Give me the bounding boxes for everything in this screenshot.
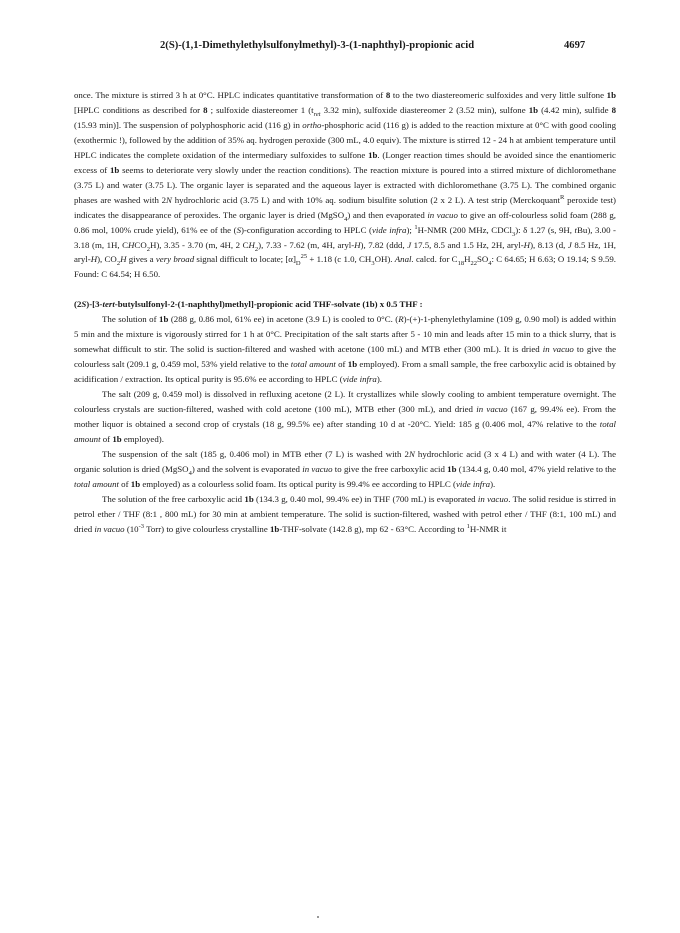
text-run: )-(+)-1-phenylethylamine (109 g, 0.90 mol) is added within 5 min and the mixture is vigorously stirred for 1 h at 0°C. Precipitation of the salt starts after 5 - 10 min and leads after 15 min to a thick slurry, that is somewhat difficult to stir. The solid is suction-filtered and washed with acetone (100 mL) and MTB ether (300 mL). It is dried xyxy=(74,314,616,355)
text-run: employed). From a small sample, the free carboxylic acid is obtained by acidification / extraction. Its optical purity is 95.6% ee according to HPLC ( xyxy=(74,359,616,385)
text-run: 3.32 min), sulfoxide diastereomer 2 (3.52 min), sulfone xyxy=(320,104,529,115)
text-run: D xyxy=(295,260,301,268)
text-run: S xyxy=(81,299,87,310)
text-run: 2 xyxy=(146,245,150,253)
text-run: to give an off-colourless solid foam (288 g, 0.86 mol, 100% crude yield), 61% ee of the ( xyxy=(74,209,616,235)
text-run: SO xyxy=(476,254,489,265)
text-run: 1b xyxy=(269,523,280,534)
text-run: signal difficult to locate; [α] xyxy=(194,254,296,265)
text-run: vide infra xyxy=(371,224,407,235)
text-run: seems to deteriorate very slowly under the reaction conditions). The reaction mixture is poured into a stirred mixture of dichloromethane (3.75 L) and water (3.75 L). The organic layer is separated and the aqueous layer is extracted with dichloromethane (3.75 L). The combined organic phases are washed with 2 xyxy=(74,164,616,205)
text-run: in vacuo xyxy=(427,209,458,220)
text-run: vide infra xyxy=(455,478,491,489)
text-run: (167 g, 99.4% ee). From the mother liquor is obtained a second crop of crystals (18 g, 99.5% ee) after standing 10 d at -20°C. Yield: 185 g (0.406 mol, 47% relative to the xyxy=(74,404,616,430)
paragraph-free-acid xyxy=(74,447,616,492)
text-run: 3 xyxy=(371,260,375,268)
paragraph-thf-solvate xyxy=(74,492,616,537)
text-run: once. The mixture is stirred 3 h at 0°C. HPLC indicates quantitative transformation of xyxy=(74,90,386,100)
text-run: in vacuo xyxy=(94,523,125,534)
text-run: (15.93 min)]. The suspension of polyphosphoric acid (116 g) in xyxy=(74,119,303,130)
text-run: ; sulfoxide diastereomer 1 (t xyxy=(207,104,314,115)
text-run: ): δ 1.27 (s, 9H, xyxy=(515,224,575,235)
text-run: -3 xyxy=(138,522,145,530)
text-run: H xyxy=(464,254,471,265)
text-run: 1b xyxy=(606,90,616,100)
text-run: H xyxy=(128,239,135,250)
text-run: to give the colourless salt (209.1 g, 0.459 mol, 53% yield relative to the xyxy=(74,344,616,370)
text-run: 1b xyxy=(244,493,254,504)
text-run: 8 xyxy=(611,104,616,115)
text-run: ) and the solvent is evaporated xyxy=(191,463,303,474)
text-run: (4.42 min), sulfide xyxy=(538,104,612,115)
text-run: in vacuo xyxy=(542,344,574,355)
text-run: 1b xyxy=(109,164,120,175)
text-run: ortho xyxy=(302,119,322,130)
text-run: 1 xyxy=(466,522,470,530)
text-run: 22 xyxy=(470,260,477,268)
paragraph-workup xyxy=(74,88,616,282)
text-run: CO xyxy=(134,239,147,250)
text-run: -butylsulfonyl-2-(1-naphthyl)methyl]-propionic acid THF-solvate (1b) x 0.5 THF : xyxy=(114,299,423,310)
scan-speck xyxy=(317,916,319,918)
text-run: -phosphoric acid (116 g) is added to the reaction mixture at 0°C with good cooling (exothermic !), followed by the addition of 35% aq. hydrogen peroxide (300 mL, 4.0 equiv). The mixture is stirred 12 - 24 h at ambient temperature until HPLC indicates the complete oxidation of the intermediary sulfoxides to sulfone xyxy=(74,119,616,160)
text-run: + 1.18 (c 1.0, CH xyxy=(307,254,372,265)
text-run: ) and then evaporated xyxy=(347,209,428,220)
text-run: total amount xyxy=(74,419,616,444)
text-run: S xyxy=(236,224,241,235)
text-run: vide infra xyxy=(342,374,377,385)
page-header xyxy=(0,40,680,56)
text-run: H xyxy=(523,239,531,250)
text-run: 1b xyxy=(528,104,539,115)
text-run: H-NMR it xyxy=(469,523,507,534)
text-run: N xyxy=(166,194,172,205)
section-heading xyxy=(74,297,616,312)
text-run: (10 xyxy=(124,523,139,534)
text-run: ). xyxy=(490,478,496,489)
text-run: (288 g, 0.86 mol, 61% ee) in acetone (3.9 L) is cooled to 0°C. ( xyxy=(168,314,399,325)
text-run: to the two diastereomeric sulfoxides and very little sulfone xyxy=(390,90,607,100)
text-run: 1b xyxy=(112,433,122,444)
text-run: )-[3- xyxy=(86,299,103,310)
text-run: 1b xyxy=(368,149,378,160)
text-run: R xyxy=(559,193,565,201)
text-run: in vacuo xyxy=(477,493,509,504)
text-run: 2 xyxy=(254,245,259,253)
text-run: : C 64.65; H 6.63; O 19.14; S 9.59. Found: C 64.54; H 6.50. xyxy=(74,254,617,280)
text-run: H xyxy=(248,239,255,250)
text-run: 1b xyxy=(130,478,141,489)
article-body xyxy=(74,88,616,537)
text-run: ret xyxy=(313,110,321,118)
text-run: ); xyxy=(406,224,415,235)
text-run: 3 xyxy=(511,230,516,238)
text-run: in vacuo xyxy=(302,463,333,474)
text-run: [HPLC conditions as described for xyxy=(74,104,204,115)
text-run: tert xyxy=(102,299,115,310)
text-run: 17.5, 8.5 and 1.5 Hz, 2H, aryl- xyxy=(411,239,524,250)
text-run: H-NMR (200 MHz, CDCl xyxy=(417,224,512,235)
text-run: J xyxy=(567,239,572,250)
text-run: 1b xyxy=(159,314,169,325)
text-run: 8 xyxy=(385,90,391,100)
text-run: employed). xyxy=(121,433,164,444)
text-run: )-configuration according to HPLC ( xyxy=(240,224,372,235)
text-run: . (Longer reaction times should be avoided since the enantiomeric excess of xyxy=(74,149,616,175)
text-run: ). xyxy=(376,374,382,385)
text-run: total amount xyxy=(290,359,336,370)
text-run: of xyxy=(118,478,131,489)
text-run: 2 xyxy=(116,260,121,268)
text-run: of xyxy=(335,359,348,370)
text-run: 4 xyxy=(488,260,492,268)
text-run: The solution of xyxy=(102,314,160,325)
text-run: gives a xyxy=(126,254,156,265)
text-run: 1b xyxy=(347,359,358,370)
text-run: of xyxy=(100,433,113,444)
text-run: J xyxy=(407,239,412,250)
text-run: to give the free carboxylic acid xyxy=(332,463,448,474)
text-run: ), 8.13 (d, xyxy=(530,239,568,250)
text-run: H xyxy=(90,254,98,265)
text-run: 4 xyxy=(344,215,348,223)
text-run: t xyxy=(574,224,578,235)
text-run: employed) as a colourless solid foam. Its optical purity is 99.4% ee according to HPLC ( xyxy=(140,478,456,489)
text-run: hydrochloric acid (3 x 4 L) and with water (4 L). The organic solution is dried (MgSO xyxy=(74,448,617,474)
text-run: H), 3.35 - 3.70 (m, 4H, 2 C xyxy=(149,239,249,250)
text-run: (134.4 g, 0.40 mol, 47% yield relative to the xyxy=(456,463,616,474)
text-run: 4 xyxy=(188,469,192,477)
text-run: 1 xyxy=(414,223,418,231)
paragraph-salt-formation xyxy=(74,312,616,387)
paragraph-recrystallization xyxy=(74,387,616,447)
text-run: (134.3 g, 0.40 mol, 99.4% ee) in THF (700 mL) is evaporated xyxy=(253,493,478,504)
text-run: 18 xyxy=(457,260,465,268)
text-run: N xyxy=(408,448,415,459)
text-run: H xyxy=(120,254,127,265)
text-run: 8.5 Hz, 1H, aryl- xyxy=(74,239,617,265)
text-run: ), 7.82 (ddd, xyxy=(360,239,408,250)
text-run: The salt (209 g, 0.459 mol) is dissolved in refluxing acetone (2 L). It crystallizes while slowly cooling to ambient temperature overnight. The colourless crystals are suction-filtered, washed with cold acetone (100 mL), MTB ether (300 mL), and dried xyxy=(74,389,616,415)
text-run: total amount xyxy=(74,478,119,489)
text-run: -THF-solvate (142.8 g), mp 62 - 63°C. According to xyxy=(279,523,467,534)
text-run: . The solid residue is stirred in petrol ether / THF (8:1 , 800 mL) for 30 min at ambient temperature. The solid is suction-filtered, washed with petrol ether / THF (8:1, 100 mL) and dried xyxy=(74,493,616,534)
text-run: H xyxy=(354,239,361,250)
text-run: in vacuo xyxy=(476,404,508,415)
text-run: (2 xyxy=(74,299,82,310)
section-gap xyxy=(74,282,616,297)
text-run: Bu), 3.00 - 3.18 (m, 1H, C xyxy=(74,224,616,250)
text-run: The suspension of the salt (185 g, 0.406 mol) in MTB ether (7 L) is washed with 2 xyxy=(102,448,409,459)
text-run: The solution of the free carboxylic acid xyxy=(102,493,245,504)
text-run: 25 xyxy=(300,253,308,261)
text-run: 8 xyxy=(203,104,208,115)
running-title: 2(S)-(1,1-Dimethylethylsulfonylmethyl)-3-(1-naphthyl)-propionic acid xyxy=(160,40,475,51)
text-run: peroxide test) indicates the disappearance of peroxides. The organic layer is dried (MgSO xyxy=(74,194,616,220)
text-run: OH). xyxy=(374,254,395,265)
text-run: 1b xyxy=(447,463,457,474)
text-run: R xyxy=(398,314,404,325)
page-number: 4697 xyxy=(564,40,586,51)
text-run: hydrochloric acid (3.75 L) and with 10% aq. sodium bisulfite solution (2 x 2 L). A test strip (Merckoquant xyxy=(171,194,560,205)
text-run: very broad xyxy=(155,254,195,265)
text-run: Torr) to give colourless crystalline xyxy=(144,523,270,534)
text-run: Anal. xyxy=(394,254,414,265)
text-run: ), CO xyxy=(97,254,117,265)
text-run: calcd. for C xyxy=(413,254,458,265)
text-run: ), 7.33 - 7.62 (m, 4H, aryl- xyxy=(258,239,355,250)
